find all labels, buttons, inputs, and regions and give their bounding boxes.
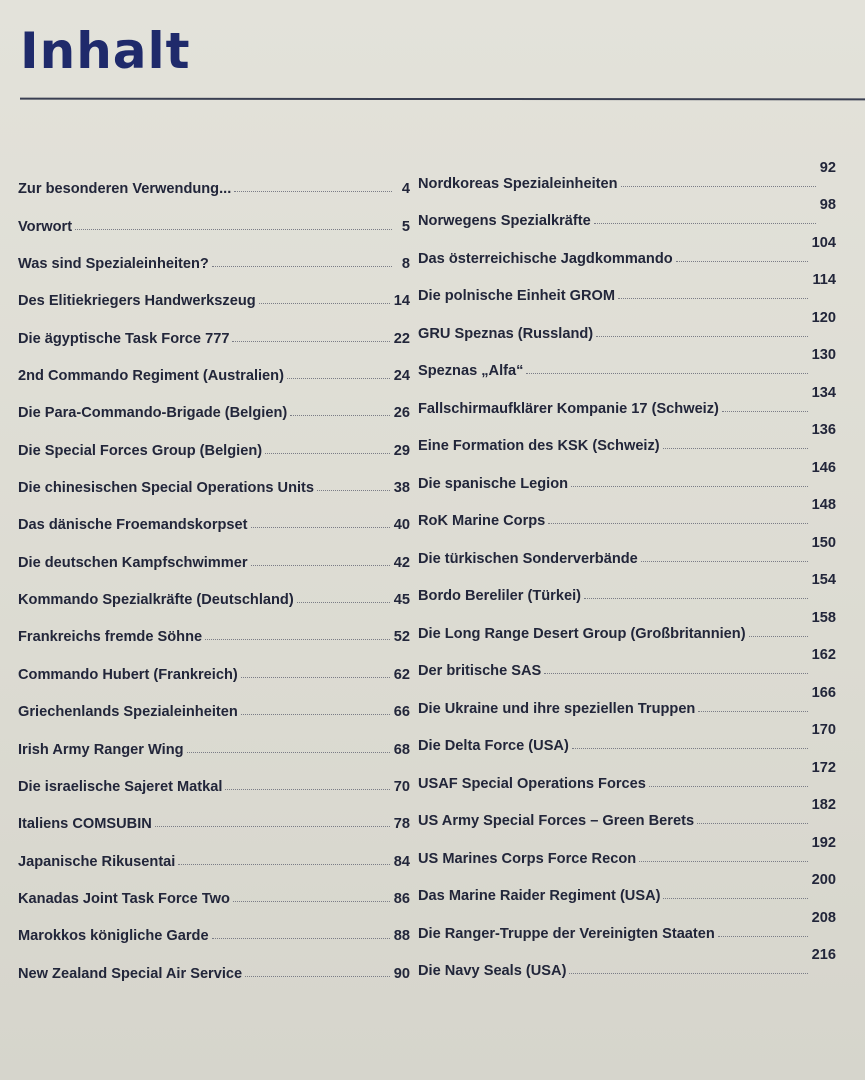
toc-entry bbox=[18, 502, 410, 539]
toc-entry bbox=[18, 166, 410, 203]
toc-entry bbox=[18, 577, 410, 614]
toc-entry bbox=[18, 315, 410, 352]
dot-leader bbox=[526, 373, 807, 374]
toc-entry-page: 86 bbox=[393, 890, 410, 907]
toc-entry-title: Marokkos königliche Garde bbox=[18, 928, 209, 945]
toc-entry-page: 154 bbox=[811, 572, 836, 588]
toc-entry-page: 182 bbox=[811, 797, 836, 813]
toc-entry bbox=[418, 835, 836, 873]
toc-entry bbox=[418, 723, 836, 761]
toc-entry bbox=[18, 241, 410, 278]
toc-entry-title: Die polnische Einheit GROM bbox=[418, 288, 616, 304]
dot-leader bbox=[697, 823, 808, 824]
dot-leader bbox=[234, 191, 392, 192]
dot-leader bbox=[596, 336, 807, 337]
dot-leader bbox=[241, 714, 390, 715]
toc-entry-title: Griechenlands Spezialeinheiten bbox=[18, 704, 238, 721]
toc-entry-page: 66 bbox=[393, 704, 410, 721]
toc-entry bbox=[18, 353, 410, 390]
dot-leader bbox=[290, 415, 390, 416]
toc-entry bbox=[18, 689, 410, 726]
toc-entry-title: Die türkischen Sonderverbände bbox=[418, 550, 638, 567]
toc-entry bbox=[18, 539, 410, 576]
toc-entry-page: 26 bbox=[393, 405, 410, 422]
toc-entry-title: Frankreichs fremde Söhne bbox=[18, 629, 203, 646]
toc-entry-page: 92 bbox=[819, 159, 836, 176]
toc-entry-page: 120 bbox=[811, 309, 836, 326]
dot-leader bbox=[663, 448, 808, 449]
dot-leader bbox=[205, 639, 390, 640]
toc-entry-title: Italiens COMSUBIN bbox=[18, 816, 152, 833]
dot-leader bbox=[265, 453, 390, 454]
toc-entry-page: 114 bbox=[812, 272, 836, 288]
toc-entry-page: 68 bbox=[393, 741, 410, 758]
dot-leader bbox=[232, 341, 389, 342]
toc-entry bbox=[418, 798, 836, 836]
toc-entry bbox=[18, 278, 410, 315]
toc-entry-title: Commando Hubert (Frankreich) bbox=[18, 666, 238, 683]
dot-leader bbox=[718, 936, 808, 937]
toc-entry-title: Die Para-Commando-Brigade (Belgien) bbox=[18, 405, 288, 422]
dot-leader bbox=[594, 223, 816, 224]
toc-entry-page: 8 bbox=[401, 256, 410, 273]
dot-leader bbox=[572, 748, 808, 749]
toc-entry bbox=[18, 764, 410, 801]
toc-entry-title: Die Delta Force (USA) bbox=[418, 738, 569, 754]
toc-entry-title: Norwegens Spezialkräfte bbox=[418, 213, 591, 229]
toc-entry-page: 98 bbox=[819, 197, 836, 213]
dot-leader bbox=[241, 677, 390, 678]
toc-entry-title: RoK Marine Corps bbox=[418, 513, 546, 529]
toc-entry-page: 104 bbox=[811, 234, 836, 251]
toc-entry-title: Die chinesischen Special Operations Units bbox=[18, 480, 315, 497]
toc-entry-page: 136 bbox=[811, 422, 836, 438]
toc-entry-page: 24 bbox=[393, 368, 410, 385]
dot-leader bbox=[155, 826, 390, 827]
dot-leader bbox=[297, 602, 390, 603]
dot-leader bbox=[663, 898, 807, 899]
toc-entry-title: Kanadas Joint Task Force Two bbox=[18, 890, 230, 907]
dot-leader bbox=[722, 411, 808, 412]
toc-entry bbox=[18, 726, 410, 763]
page-title: Inhalt bbox=[20, 22, 191, 80]
toc-entry-page: 84 bbox=[393, 853, 410, 870]
toc-entry-title: Das österreichische Jagdkommando bbox=[418, 250, 673, 267]
dot-leader bbox=[584, 598, 808, 599]
dot-leader bbox=[233, 901, 390, 902]
toc-entry-title: Die israelische Sajeret Matkal bbox=[18, 778, 223, 795]
dot-leader bbox=[245, 976, 390, 977]
toc-entry bbox=[418, 648, 836, 686]
toc-entry-title: New Zealand Special Air Service bbox=[18, 965, 243, 982]
toc-entry bbox=[418, 160, 836, 198]
toc-entry bbox=[418, 873, 836, 911]
toc-entry-title: 2nd Commando Regiment (Australien) bbox=[18, 368, 284, 385]
dot-leader bbox=[749, 636, 808, 637]
toc-entry-title: Japanische Rikusentai bbox=[18, 853, 176, 870]
toc-entry-page: 172 bbox=[811, 759, 836, 776]
toc-entry bbox=[418, 348, 836, 386]
toc-entry bbox=[18, 913, 410, 950]
toc-entry bbox=[18, 801, 410, 838]
toc-entry-page: 88 bbox=[393, 928, 410, 945]
toc-entry-title: Die deutschen Kampfschwimmer bbox=[18, 554, 248, 571]
dot-leader bbox=[251, 527, 390, 528]
toc-entry-page: 62 bbox=[393, 666, 410, 683]
toc-entry-title: Die Ranger-Truppe der Vereinigten Staaten bbox=[418, 925, 715, 942]
toc-entry-page: 170 bbox=[811, 722, 836, 738]
toc-entry bbox=[18, 876, 410, 913]
toc-entry-page: 5 bbox=[401, 218, 410, 235]
toc-entry bbox=[18, 465, 410, 502]
toc-entry-title: Der britische SAS bbox=[418, 663, 542, 679]
dot-leader bbox=[621, 186, 816, 187]
toc-entry-page: 45 bbox=[393, 592, 410, 609]
toc-entry-title: Nordkoreas Spezialeinheiten bbox=[418, 175, 618, 192]
toc-entry-page: 14 bbox=[393, 293, 410, 310]
toc-entry-page: 166 bbox=[811, 684, 836, 701]
toc-entry-title: Fallschirmaufklärer Kompanie 17 (Schweiz) bbox=[418, 400, 719, 417]
toc-entry-page: 22 bbox=[393, 330, 410, 347]
toc-entry bbox=[18, 838, 410, 875]
toc-entry-title: Die Long Range Desert Group (Großbritannien) bbox=[418, 625, 746, 642]
toc-entry bbox=[18, 427, 410, 464]
toc-entry-title: Die Navy Seals (USA) bbox=[418, 963, 567, 979]
dot-leader bbox=[639, 861, 807, 862]
dot-leader bbox=[259, 303, 390, 304]
toc-entry-title: Das dänische Froemandskorpset bbox=[18, 517, 248, 534]
toc-entry bbox=[418, 498, 836, 536]
dot-leader bbox=[571, 486, 808, 487]
toc-entry-page: 150 bbox=[811, 534, 836, 551]
toc-column-left bbox=[18, 166, 410, 988]
toc-entry-page: 148 bbox=[811, 497, 836, 513]
toc-entry bbox=[418, 235, 836, 273]
toc-entry-title: Die spanische Legion bbox=[418, 475, 569, 492]
toc-entry bbox=[418, 685, 836, 723]
dot-leader bbox=[287, 378, 390, 379]
dot-leader bbox=[548, 523, 807, 524]
toc-entry bbox=[18, 203, 410, 240]
toc-entry bbox=[418, 198, 836, 236]
toc-entry-title: GRU Speznas (Russland) bbox=[418, 325, 594, 342]
dot-leader bbox=[641, 561, 808, 562]
toc-entry-title: US Marines Corps Force Recon bbox=[418, 850, 637, 867]
dot-leader bbox=[251, 565, 390, 566]
dot-leader bbox=[225, 789, 389, 790]
toc-entry-title: Eine Formation des KSK (Schweiz) bbox=[418, 438, 660, 454]
dot-leader bbox=[698, 711, 807, 712]
dot-leader bbox=[212, 938, 390, 939]
toc-entry-title: USAF Special Operations Forces bbox=[418, 775, 646, 792]
dot-leader bbox=[569, 973, 807, 974]
toc-entry-page: 162 bbox=[811, 647, 836, 663]
toc-entry-page: 208 bbox=[811, 909, 836, 926]
toc-entry-title: Bordo Bereliler (Türkei) bbox=[418, 588, 581, 604]
toc-entry-page: 4 bbox=[401, 181, 410, 198]
toc-entry bbox=[18, 651, 410, 688]
toc-entry-title: Die ägyptische Task Force 777 bbox=[18, 330, 230, 347]
toc-entry-page: 38 bbox=[393, 480, 410, 497]
toc-entry bbox=[418, 760, 836, 798]
dot-leader bbox=[618, 298, 808, 299]
toc-entry-page: 70 bbox=[393, 778, 410, 795]
toc-entry-page: 52 bbox=[393, 629, 410, 646]
toc-entry-page: 216 bbox=[811, 947, 836, 963]
toc-entry-title: Irish Army Ranger Wing bbox=[18, 741, 184, 758]
toc-entry-page: 200 bbox=[811, 872, 836, 888]
toc-entry-page: 42 bbox=[393, 554, 410, 571]
dot-leader bbox=[187, 752, 390, 753]
toc-entry bbox=[418, 273, 836, 311]
dot-leader bbox=[317, 490, 390, 491]
toc-entry bbox=[418, 948, 836, 986]
toc-entry-title: Vorwort bbox=[18, 218, 73, 235]
toc-entry bbox=[418, 910, 836, 948]
toc-entry-title: Zur besonderen Verwendung... bbox=[18, 181, 232, 198]
toc-entry-title: Was sind Spezialeinheiten? bbox=[18, 256, 209, 273]
toc-entry bbox=[418, 423, 836, 461]
title-divider bbox=[20, 98, 865, 101]
toc-entry-page: 158 bbox=[811, 609, 836, 626]
toc-entry-page: 130 bbox=[811, 347, 836, 363]
toc-entry-page: 29 bbox=[393, 442, 410, 459]
toc-entry bbox=[18, 950, 410, 987]
toc-entry bbox=[418, 610, 836, 648]
toc-entry bbox=[418, 535, 836, 573]
toc-entry-page: 40 bbox=[393, 517, 410, 534]
toc-entry-title: Das Marine Raider Regiment (USA) bbox=[418, 888, 661, 904]
dot-leader bbox=[676, 261, 808, 262]
toc-entry bbox=[418, 310, 836, 348]
toc-entry-title: Speznas „Alfa“ bbox=[418, 363, 524, 379]
toc-entry-page: 78 bbox=[393, 816, 410, 833]
dot-leader bbox=[178, 864, 389, 865]
toc-entry-title: US Army Special Forces – Green Berets bbox=[418, 813, 695, 829]
toc-entry-title: Die Special Forces Group (Belgien) bbox=[18, 442, 263, 459]
toc-entry bbox=[418, 460, 836, 498]
toc-entry bbox=[18, 614, 410, 651]
toc-entry bbox=[18, 390, 410, 427]
dot-leader bbox=[212, 266, 392, 267]
toc-entry-title: Kommando Spezialkräfte (Deutschland) bbox=[18, 592, 294, 609]
dot-leader bbox=[544, 673, 807, 674]
toc-column-right bbox=[418, 160, 836, 985]
toc-entry bbox=[418, 385, 836, 423]
toc-entry-page: 90 bbox=[393, 965, 410, 982]
dot-leader bbox=[649, 786, 808, 787]
dot-leader bbox=[75, 229, 392, 230]
toc-entry-title: Die Ukraine und ihre speziellen Truppen bbox=[418, 700, 696, 717]
toc-entry-page: 192 bbox=[811, 834, 836, 851]
toc-entry-page: 134 bbox=[811, 384, 836, 401]
toc-entry bbox=[418, 573, 836, 611]
toc-entry-page: 146 bbox=[811, 459, 836, 476]
toc-entry-title: Des Elitiekriegers Handwerkszeug bbox=[18, 293, 256, 310]
